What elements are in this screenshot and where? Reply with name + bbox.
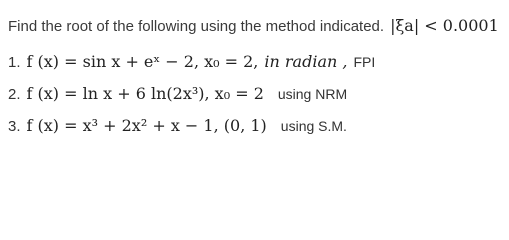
problem-3-method: using S.M. [280,118,347,134]
problem-1-note: in radian , [264,52,348,71]
problem-1-equation: f (x) = sin x + eˣ − 2, x₀ = 2, [26,52,259,71]
problem-2-method: using NRM [277,86,348,102]
problem-2-equation: f (x) = ln x + 6 ln(2x³), x₀ = 2 [26,84,264,103]
tolerance-condition: |ξa| < 0.0001 [390,16,499,35]
problem-3-equation: f (x) = x³ + 2x² + x − 1, (0, 1) [26,116,267,135]
problem-1-number: 1. [8,54,21,71]
problem-3-number: 3. [8,118,21,135]
problem-1 [8,54,375,70]
instruction-line [8,18,499,34]
instruction-text: Find the root of the following using the method indicated. [8,18,385,35]
problem-2 [8,86,347,102]
problem-2-number: 2. [8,86,21,103]
problem-3 [8,118,347,134]
problem-1-method: FPI [353,54,376,70]
